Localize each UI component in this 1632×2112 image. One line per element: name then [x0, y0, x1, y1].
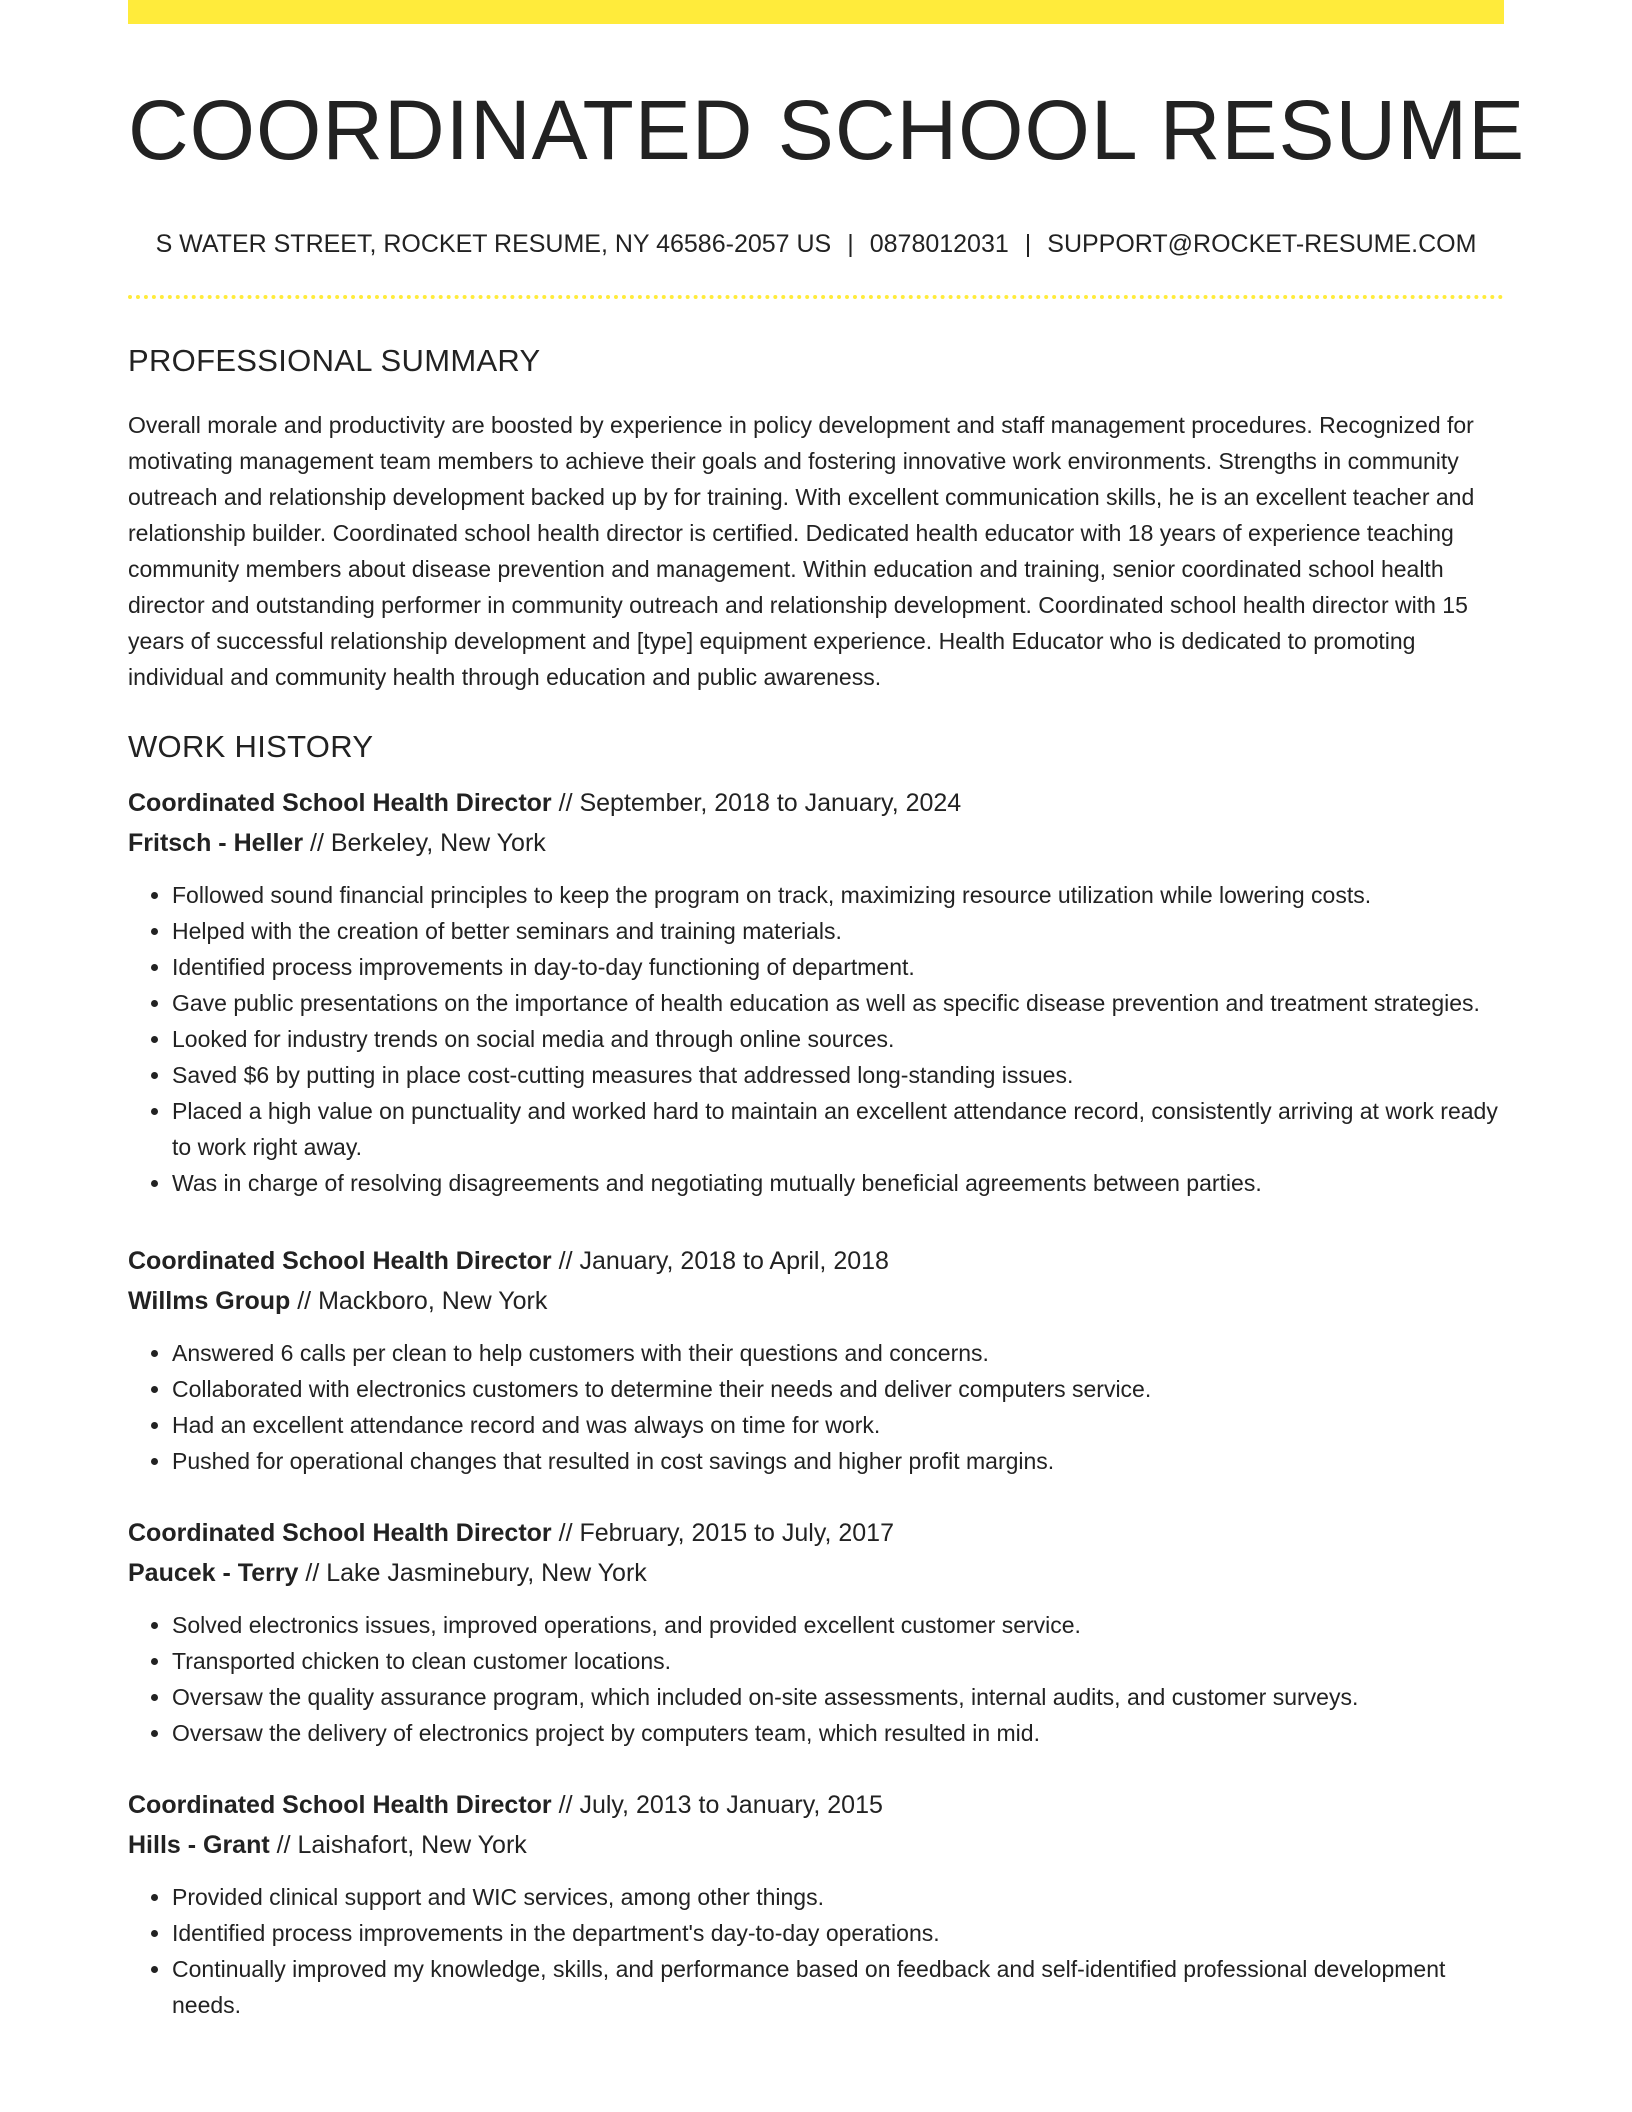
job-bullet-list: [128, 1879, 1504, 2023]
job-bullet: • Helped with the creation of better seminars and training materials.: [172, 913, 1504, 949]
job-location: // Lake Jasminebury, New York: [298, 1559, 647, 1588]
job-title-line: [128, 783, 1504, 823]
job-bullet: • Saved $6 by putting in place cost-cutting measures that addressed long-standing issues.: [172, 1057, 1504, 1093]
job-bullet: • Had an excellent attendance record and was always on time for work.: [172, 1407, 1504, 1443]
job-bullet: • Oversaw the delivery of electronics project by computers team, which resulted in mid.: [172, 1715, 1504, 1751]
job-location: // Laishafort, New York: [269, 1831, 527, 1860]
job-company-line: [128, 823, 1504, 863]
job-location: // Mackboro, New York: [290, 1287, 548, 1316]
job-bullet: • Was in charge of resolving disagreements and negotiating mutually beneficial agreements between parties.: [172, 1165, 1504, 1201]
job-bullet: • Pushed for operational changes that resulted in cost savings and higher profit margins.: [172, 1443, 1504, 1479]
job-location: // Berkeley, New York: [303, 829, 546, 858]
job-dates: // February, 2015 to July, 2017: [551, 1519, 894, 1548]
job-bullet: • Gave public presentations on the importance of health education as well as specific disease prevention and treatment strategies.: [172, 985, 1504, 1021]
job-bullet: • Placed a high value on punctuality and worked hard to maintain an excellent attendance record, consistently arriving at work ready to work right away.: [172, 1093, 1504, 1165]
job-bullet: • Continually improved my knowledge, skills, and performance based on feedback and self-identified professional development needs.: [172, 1951, 1504, 2023]
job-entry: [128, 1241, 1504, 1479]
job-dates: // September, 2018 to January, 2024: [551, 789, 962, 818]
job-company-line: [128, 1281, 1504, 1321]
job-bullet: • Collaborated with electronics customers to determine their needs and deliver computers service.: [172, 1371, 1504, 1407]
work-history-heading: WORK HISTORY: [128, 729, 374, 765]
job-bullet: • Identified process improvements in day-to-day functioning of department.: [172, 949, 1504, 985]
work-history-list: [128, 783, 1504, 2023]
job-entry: [128, 783, 1504, 1201]
contact-email: SUPPORT@ROCKET-RESUME.COM: [1047, 230, 1477, 259]
job-bullet: • Looked for industry trends on social media and through online sources.: [172, 1021, 1504, 1057]
job-bullet: • Solved electronics issues, improved operations, and provided excellent customer service.: [172, 1607, 1504, 1643]
contact-separator: |: [847, 230, 854, 259]
job-company-line: [128, 1553, 1504, 1593]
summary-heading: PROFESSIONAL SUMMARY: [128, 343, 541, 379]
contact-separator: |: [1024, 230, 1032, 259]
job-company: Fritsch - Heller: [128, 829, 304, 858]
job-bullet: • Provided clinical support and WIC services, among other things.: [172, 1879, 1504, 1915]
job-role: Coordinated School Health Director: [128, 1247, 552, 1276]
dotted-divider: [128, 295, 1504, 299]
job-title-line: [128, 1513, 1504, 1553]
job-title-line: [128, 1241, 1504, 1281]
contact-line: [128, 230, 1504, 259]
resume-page: [128, 0, 1526, 2023]
job-entry: [128, 1785, 1504, 2023]
job-bullet-list: [128, 877, 1504, 1201]
job-bullet-list: [128, 1335, 1504, 1479]
job-company: Paucek - Terry: [128, 1559, 299, 1588]
job-role: Coordinated School Health Director: [128, 1791, 552, 1820]
contact-address: S WATER STREET, ROCKET RESUME, NY 46586-2057 US: [155, 230, 832, 259]
job-role: Coordinated School Health Director: [128, 789, 552, 818]
job-entry: [128, 1513, 1504, 1751]
summary-text: Overall morale and productivity are boosted by experience in policy development and staff management procedures. Recognized for motivating management team members to achieve their goals and fostering innovative work environments. Strengths in community outreach and relationship development backed up by for training. With excellent communication skills, he is an excellent teacher and relationship builder. Coordinated school health director is certified. Dedicated health educator with 18 years of experience teaching community members about disease prevention and management. Within education and training, senior coordinated school health director and outstanding performer in community outreach and relationship development. Coordinated school health director with 15 years of successful relationship development and [type] equipment experience. Health Educator who is dedicated to promoting individual and community health through education and public awareness.: [128, 412, 1475, 691]
job-bullet: • Followed sound financial principles to keep the program on track, maximizing resource utilization while lowering costs.: [172, 877, 1504, 913]
contact-phone: 0878012031: [869, 230, 1009, 259]
job-bullet: • Identified process improvements in the department's day-to-day operations.: [172, 1915, 1504, 1951]
job-bullet: • Oversaw the quality assurance program, which included on-site assessments, internal audits, and customer surveys.: [172, 1679, 1504, 1715]
job-title-line: [128, 1785, 1504, 1825]
job-dates: // January, 2018 to April, 2018: [551, 1247, 889, 1276]
resume-name: COORDINATED SCHOOL RESUME: [128, 83, 1526, 177]
job-role: Coordinated School Health Director: [128, 1519, 552, 1548]
job-bullet: • Transported chicken to clean customer locations.: [172, 1643, 1504, 1679]
job-company-line: [128, 1825, 1504, 1865]
top-accent-bar: [128, 0, 1504, 24]
job-bullet-list: [128, 1607, 1504, 1751]
job-dates: // July, 2013 to January, 2015: [551, 1791, 883, 1820]
job-company: Hills - Grant: [128, 1831, 270, 1860]
job-bullet: • Answered 6 calls per clean to help customers with their questions and concerns.: [172, 1335, 1504, 1371]
job-company: Willms Group: [128, 1287, 291, 1316]
